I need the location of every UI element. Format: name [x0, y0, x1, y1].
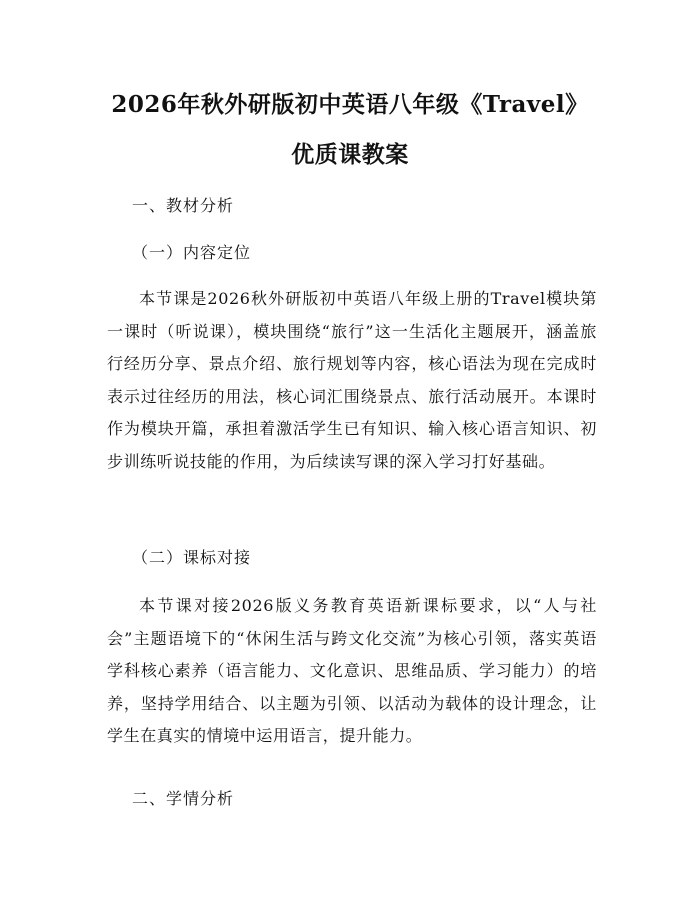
section-heading-textbook-analysis: 一、教材分析	[132, 196, 235, 215]
document-title-line-2: 优质课教案	[291, 141, 409, 168]
document-title-line-1: 2026年秋外研版初中英语八年级《Travel》	[111, 91, 589, 118]
subsection-heading-content-positioning: （一）内容定位	[132, 243, 252, 262]
paragraph-content-positioning: 本节课是2026秋外研版初中英语八年级上册的Travel模块第一课时（听说课），模块围绕“旅行”这一生活化主题展开，涵盖旅行经历分享、景点介绍、旅行规划等内容，核心语法为现在完成时表示过往经历的用法，核心词汇围绕景点、旅行活动展开。本课时作为模块开篇，承担着激活学生已有知识、输入核心语言知识、初步训练听说技能的作用，为后续读写课的深入学习打好基础。	[107, 289, 597, 471]
section-heading-student-analysis: 二、学情分析	[132, 789, 235, 808]
paragraph-curriculum-alignment: 本节课对接2026版义务教育英语新课标要求，以“人与社会”主题语境下的“休闲生活与跨文化交流”为核心引领，落实英语学科核心素养（语言能力、文化意识、思维品质、学习能力）的培养，坚持学用结合、以主题为引领、以活动为载体的设计理念，让学生在真实的情境中运用语言，提升能力。	[107, 596, 597, 745]
subsection-heading-curriculum-alignment: （二）课标对接	[132, 548, 252, 567]
